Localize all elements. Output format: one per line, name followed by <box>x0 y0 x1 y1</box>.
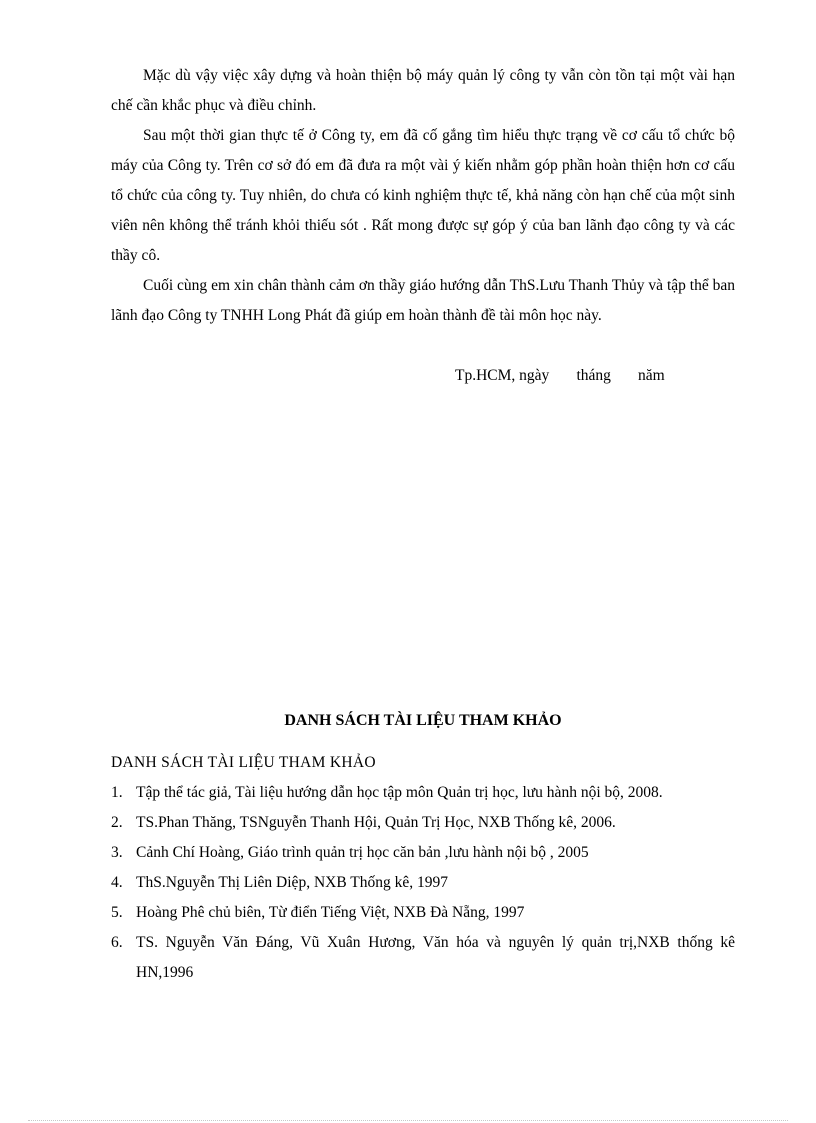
signature-day: ngày <box>519 367 550 384</box>
reference-number: 5. <box>111 904 123 921</box>
signature-line <box>455 361 665 391</box>
signature-month: tháng <box>576 367 611 384</box>
reference-text: ThS.Nguyễn Thị Liên Diệp, NXB Thống kê, 1997 <box>136 874 448 891</box>
signature-place: Tp.HCM, <box>455 367 516 384</box>
reference-number: 4. <box>111 874 123 891</box>
reference-number: 1. <box>111 784 123 801</box>
reference-item <box>111 868 735 898</box>
reference-number: 3. <box>111 844 123 861</box>
reference-text: TS. Nguyễn Văn Đáng, Vũ Xuân Hương, Văn hóa và nguyên lý quản trị,NXB thống kê HN,1996 <box>136 934 735 981</box>
reference-item <box>111 838 735 868</box>
reference-number: 6. <box>111 934 123 951</box>
references-subheading: DANH SÁCH TÀI LIỆU THAM KHẢO <box>111 754 376 771</box>
reference-item <box>111 898 735 928</box>
body-paragraph-3: Cuối cùng em xin chân thành cảm ơn thầy giáo hướng dẫn ThS.Lưu Thanh Thủy và tập thể ban lãnh đạo Công ty TNHH Long Phát đã giúp em hoàn thành đề tài môn học này. <box>111 277 735 324</box>
signature-year: năm <box>638 367 665 384</box>
body-paragraph-1: Mặc dù vậy việc xây dựng và hoàn thiện bộ máy quản lý công ty vẫn còn tồn tại một vài hạn chế cần khắc phục và điều chỉnh. <box>111 67 735 114</box>
reference-text: Hoàng Phê chủ biên, Từ điển Tiếng Việt, NXB Đà Nẵng, 1997 <box>136 904 525 921</box>
reference-text: Cảnh Chí Hoàng, Giáo trình quản trị học căn bản ,lưu hành nội bộ , 2005 <box>136 844 589 861</box>
reference-text: TS.Phan Thăng, TSNguyễn Thanh Hội, Quản Trị Học, NXB Thống kê, 2006. <box>136 814 616 831</box>
body-paragraph-2: Sau một thời gian thực tế ở Công ty, em đã cố gắng tìm hiểu thực trạng về cơ cấu tổ chức bộ máy của Công ty. Trên cơ sở đó em đã đưa ra một vài ý kiến nhằm góp phần hoàn thiện hơn cơ cấu tổ chức của công ty. Tuy nhiên, do chưa có kinh nghiệm thực tế, khả năng còn hạn chế của một sinh viên nên không thể tránh khỏi thiếu sót . Rất mong được sự góp ý của ban lãnh đạo công ty và các thầy cô. <box>111 127 735 264</box>
reference-item <box>111 808 735 838</box>
reference-number: 2. <box>111 814 123 831</box>
references-list <box>111 778 735 988</box>
references-heading: DANH SÁCH TÀI LIỆU THAM KHẢO <box>284 712 562 729</box>
reference-item <box>111 928 735 988</box>
reference-item <box>111 778 735 808</box>
reference-text: Tập thể tác giả, Tài liệu hướng dẫn học tập môn Quản trị học, lưu hành nội bộ, 2008. <box>136 784 663 801</box>
page-bottom-divider <box>28 1120 788 1121</box>
